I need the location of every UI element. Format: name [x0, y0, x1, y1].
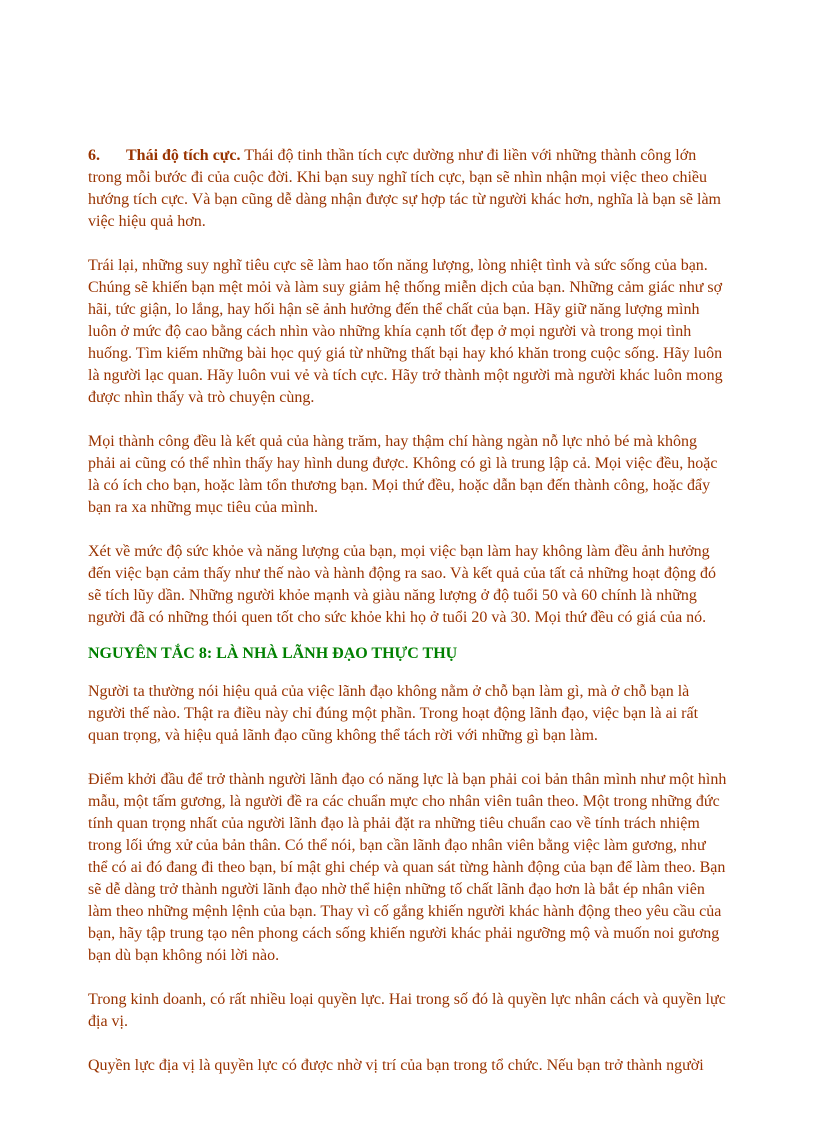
- item-text: Thái độ tinh thần tích cực dường như đi liền với những thành công lớn trong mỗi bước đi của cuộc đời. Khi bạn suy nghĩ tích cực, bạn sẽ nhìn nhận mọi việc theo chiều hướng tích cực. Và bạn cũng dễ dàng nhận được sự hợp tác từ người khác hơn, nghĩa là bạn sẽ làm việc hiệu quả hơn.: [88, 147, 721, 230]
- item-6-paragraph: [88, 145, 728, 233]
- section-heading: NGUYÊN TẮC 8: LÀ NHÀ LÃNH ĐẠO THỰC THỤ: [88, 645, 458, 662]
- body-paragraph: Trái lại, những suy nghĩ tiêu cực sẽ làm hao tốn năng lượng, lòng nhiệt tình và sức sống của bạn. Chúng sẽ khiến bạn mệt mỏi và làm suy giảm hệ thống miễn dịch của bạn. Những cảm giác như sợ hãi, tức giận, lo lắng, hay hối hận sẽ ảnh hưởng đến thể chất của bạn. Hãy giữ năng lượng mình luôn ở mức độ cao bằng cách nhìn vào những khía cạnh tốt đẹp ở mọi người và trong mọi tình huống. Tìm kiếm những bài học quý giá từ những thất bại hay khó khăn trong cuộc sống. Hãy luôn là người lạc quan. Hãy luôn vui vẻ và tích cực. Hãy trở thành một người mà người khác luôn mong được nhìn thấy và trò chuyện cùng.: [88, 257, 723, 406]
- body-paragraph: Quyền lực địa vị là quyền lực có được nhờ vị trí của bạn trong tổ chức. Nếu bạn trở thành người: [88, 1057, 704, 1074]
- body-paragraph: Trong kinh doanh, có rất nhiều loại quyền lực. Hai trong số đó là quyền lực nhân cách và quyền lực địa vị.: [88, 991, 726, 1030]
- body-paragraph: Mọi thành công đều là kết quả của hàng trăm, hay thậm chí hàng ngàn nỗ lực nhỏ bé mà không phải ai cũng có thể nhìn thấy hay hình dung được. Không có gì là trung lập cả. Mọi việc đều, hoặc là có ích cho bạn, hoặc làm tổn thương bạn. Mọi thứ đều, hoặc dẫn bạn đến thành công, hoặc đẩy bạn ra xa những mục tiêu của mình.: [88, 433, 718, 516]
- body-paragraph: Điểm khởi đầu để trở thành người lãnh đạo có năng lực là bạn phải coi bản thân mình như một hình mẫu, một tấm gương, là người đề ra các chuẩn mực cho nhân viên tuân theo. Một trong những đức tính quan trọng nhất của người lãnh đạo là phải đặt ra những tiêu chuẩn cao về tính trách nhiệm trong lối ứng xử của bản thân. Có thể nói, bạn cần lãnh đạo nhân viên bằng việc làm gương, như thể có ai đó đang đi theo bạn, bí mật ghi chép và quan sát từng hành động của bạn để làm theo. Bạn sẽ dễ dàng trở thành người lãnh đạo nhờ thể hiện những tố chất lãnh đạo hơn là bắt ép nhân viên làm theo những mệnh lệnh của bạn. Thay vì cố gắng khiến người khác hành động theo yêu cầu của bạn, hãy tập trung tạo nên phong cách sống khiến người khác phải ngưỡng mộ và muốn noi gương bạn dù bạn không nói lời nào.: [88, 771, 727, 964]
- item-number: 6.: [88, 147, 100, 164]
- item-lead: Thái độ tích cực.: [126, 147, 241, 164]
- body-paragraph: Người ta thường nói hiệu quả của việc lãnh đạo không nằm ở chỗ bạn làm gì, mà ở chỗ bạn là người thế nào. Thật ra điều này chỉ đúng một phần. Trong hoạt động lãnh đạo, việc bạn là ai rất quan trọng, và hiệu quả lãnh đạo cũng không thể tách rời với những gì bạn làm.: [88, 683, 699, 744]
- document-body: [88, 145, 728, 1099]
- body-paragraph: Xét về mức độ sức khỏe và năng lượng của bạn, mọi việc bạn làm hay không làm đều ảnh hưởng đến việc bạn cảm thấy như thế nào và hành động ra sao. Và kết quả của tất cả những hoạt động đó sẽ tích lũy dần. Những người khỏe mạnh và giàu năng lượng ở độ tuổi 50 và 60 chính là những người đã có những thói quen tốt cho sức khỏe khi họ ở tuổi 20 và 30. Mọi thứ đều có giá của nó.: [88, 543, 716, 626]
